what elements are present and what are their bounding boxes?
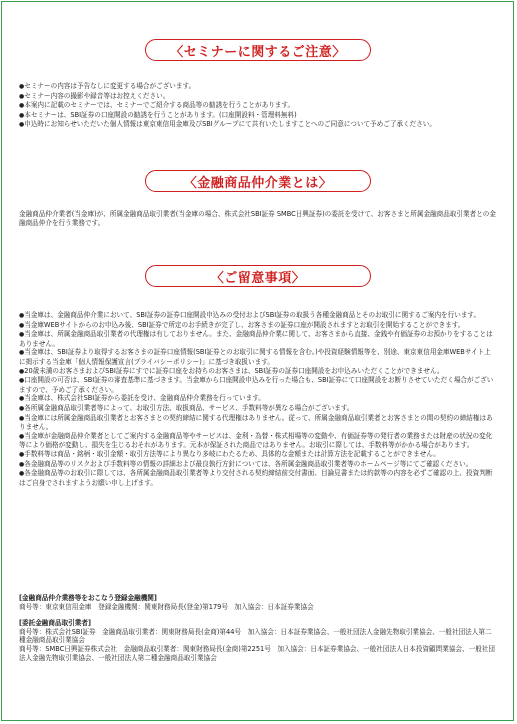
seminar-note: ● セミナー内容の撮影や録音等はお控えください。 [19,92,497,102]
note-item: ● 当金庫には所属金融商品取引業者とお客さまとの契約締結に関する代理権はありません。従って、所属金融商品取引業者とお客さまとの間の契約の締結権はありません。 [19,414,497,432]
note-item: ● 当金庫は、所属金融商品取引業者の代理権は有しておりません。また、金融商品仲介業に関して、お客さまから直接、金銭や有価証券のお預かりをすることはありません。 [19,330,497,348]
seminar-note: ● 本セミナーは、SBI証券の口座開設の勧誘を行うことがあります。(口座開設料・管理料無料) [19,111,497,121]
seminar-note: ● 本案内に記載のセミナーでは、セミナーでご紹介する商品等の勧誘を行うことがあります。 [19,101,497,111]
seminar-notes [19,82,497,130]
note-item: ● 各金融商品等のリスクおよび手数料等の情報の詳細および最良執行方針については、各所属金融商品取引業者等のホームページ等にてご確認ください。 [19,460,497,470]
spacer [19,611,497,619]
seminar-note: ● 申込時にお知らせいただいた個人情報は東京東信用金庫及びSBIグループにて共有いたしますことへのご同意について予めご了承ください。 [19,120,497,130]
intermediary-registration-title: [金融商品仲介業務等をおこなう登録金融機関] [19,594,157,602]
note-item: ● 当金庫WEBサイトからのお申込み後、SBI証券で所定のお手続きが完了し、お客さまの証券口座が開設されますとお取引を開始することができます。 [19,321,497,331]
note-item: ● 当金庫は、株式会社SBI証券から委託を受け、金融商品仲介業務を行っています。 [19,394,497,404]
note-item: ● 当金庫は、SBI証券より取得するお客さまの証券口座情報(SBI証券とのお取引に関する情報を含む。)や投資経験情報等を、別途、東京東信用金庫WEBサイト上に掲示する当金庫「個人情報保護宣言(プライバシーポリシー)」に基づき取扱います。 [19,348,497,366]
broker-registration-title: [委託金融商品取引業者] [19,619,91,628]
note-item: ● 各金融商品等のお取引に際しては、各所属金融商品取引業者等より交付される契約締結前交付書面、目論見書または約款等の内容を必ずご確認の上、投資判断はご自身でされますようお願い申し上げます。 [19,469,497,487]
intermediary-heading: 〈金融商品仲介業とは〉 [145,170,371,192]
seminar-note: ● セミナーの内容は予告なしに変更する場合がございます。 [19,82,497,92]
notes-heading: 〈ご留意事項〉 [145,265,371,287]
important-notes [19,311,497,487]
intermediary-registration-line: 商号等：東京東信用金庫 登録金融機関：関東財務局長(登金)第179号 加入協会：日本証券業協会 [19,602,314,611]
intermediary-description [19,210,497,227]
seminar-heading: 〈セミナーに関するご注意〉 [145,39,371,61]
note-item: ● 当金庫が金融商品仲介業者としてご案内する金融商品等やサービスは、金利・為替・株式相場等の変動や、有価証券等の発行者の業務または財産の状況の変化等により価格が変動し、損失を生じるおそれがあります。元本が保証された商品ではありません。お取引に際しては、手数料等がかかる場合があります。 [19,432,497,450]
note-item: ● 20歳未満のお客さまおよびSBI証券にすでに証券口座をお持ちのお客さまは、SBI証券の証券口座開設をお申込みいただくことができません。 [19,367,497,377]
note-item: ● 各所属金融商品取引業者等によって、お取引方法、取扱商品、サービス、手数料等が異なる場合がございます。 [19,404,497,414]
broker-registration-line: 商号等：SMBC日興証券株式会社 金融商品取引業者：関東財務局長(金商)第2251号 加入協会：日本証券業協会、一般社団法人日本投資顧問業協会、一般社団法人金融先物取引業協会、一般社団法人第二種金融商品取引業協会 [19,644,495,662]
broker-registration-line: 商号等：株式会社SBI証券 金融商品取引業者：関東財務局長(金商)第44号 加入協会：日本証券業協会、一般社団法人金融先物取引業協会、一般社団法人第二種金融商品取引業協会 [19,627,492,645]
note-item: ● 当金庫は、金融商品仲介業において、SBI証券の証券口座開設申込みの受付およびSBI証券の取扱う各種金融商品とそのお取引に関するご案内を行います。 [19,311,497,321]
note-item: ● 手数料等は商品・銘柄・取引金額・取引方法等により異なり多岐にわたるため、具体的な金額または計算方法を記載することができません。 [19,450,497,460]
registration-info [19,594,497,662]
intermediary-text: 金融商品仲介業者(当金庫)が、所属金融商品取引業者(当金庫の場合、株式会社SBI証券 SMBC日興証券)の委託を受けて、お客さまと所属金融商品取引業者との金融商品仲介を行う業務です。 [19,210,496,227]
note-item: ● 口座開設の可否は、SBI証券の審査基準に基づきます。当金庫から口座開設申込みを行った場合も、SBI証券にて口座開設をお断りさせていただく場合がございますので、予めご了承ください。 [19,376,497,394]
